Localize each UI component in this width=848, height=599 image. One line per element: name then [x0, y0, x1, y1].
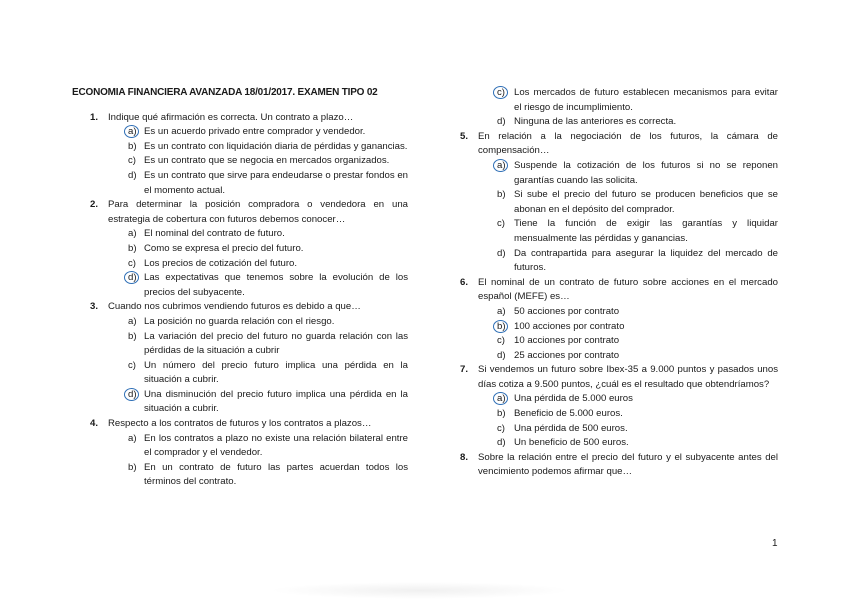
option-text: En un contrato de futuro las partes acuerdan todos los términos del contrato. [144, 461, 408, 488]
question-6 [460, 276, 778, 364]
option-letter: c) [497, 422, 505, 434]
exam-title: ECONOMIA FINANCIERA AVANZADA 18/01/2017. EXAMEN TIPO 02 [72, 87, 378, 98]
option-letter: b) [128, 140, 137, 152]
question-1 [72, 111, 408, 199]
option-4d [460, 115, 778, 130]
option-6c [460, 334, 778, 349]
option-letter: d) [497, 437, 506, 449]
answer-circle-mark [493, 320, 508, 333]
option-letter: b) [128, 461, 137, 473]
option-letter: a) [497, 159, 506, 174]
question-3 [72, 300, 408, 417]
option-letter: d) [497, 247, 506, 259]
option-4b [72, 461, 408, 490]
option-5a [460, 159, 778, 188]
question-text: El nominal de un contrato de futuro sobre acciones en el mercado español (MEFE) es… [478, 276, 778, 303]
question-text: Si vendemos un futuro sobre Ibex-35 a 9.000 puntos y pasados unos días cotiza a 9.500 puntos, ¿cuál es el resultado que obtendríamos? [478, 364, 778, 390]
right-column [460, 86, 778, 480]
option-letter: c) [497, 86, 505, 101]
option-letter: b) [497, 189, 506, 201]
option-6d [460, 349, 778, 364]
option-letter: d) [128, 169, 137, 181]
question-5 [460, 130, 778, 276]
question-text: En relación a la negociación de los futuros, la cámara de compensación… [478, 130, 778, 157]
option-text: Si sube el precio del futuro se producen beneficios que se abonan en el depósito del comprador. [514, 189, 778, 215]
left-column [72, 86, 408, 490]
question-4 [72, 417, 408, 490]
option-1a [72, 125, 408, 140]
option-text: Los mercados de futuro establecen mecanismos para evitar el riesgo de incumplimiento. [514, 87, 778, 113]
option-7a [460, 392, 778, 407]
option-letter: a) [497, 305, 506, 317]
option-letter: c) [497, 218, 505, 230]
bottom-shadow [270, 582, 570, 599]
option-letter: a) [128, 432, 137, 444]
option-text: La variación del precio del futuro no guarda relación con las pérdidas de la situación a cubrir [144, 330, 408, 357]
option-letter: b) [497, 320, 506, 335]
answer-circle-mark [493, 159, 508, 172]
option-2b [72, 242, 408, 257]
option-text: 50 acciones por contrato [514, 305, 620, 317]
option-7d [460, 436, 778, 451]
option-letter: a) [128, 125, 137, 140]
option-5b [460, 188, 778, 217]
question-number: 5. [460, 130, 469, 142]
answer-circle-mark [493, 392, 508, 405]
answer-circle-mark [124, 125, 139, 138]
page-number: 1 [772, 538, 778, 549]
option-7c [460, 422, 778, 437]
option-letter: d) [497, 349, 506, 361]
option-text: Una pérdida de 500 euros. [514, 422, 628, 434]
question-number: 7. [460, 364, 469, 376]
question-number: 2. [90, 199, 99, 211]
answer-circle-mark [124, 271, 139, 284]
option-5c [460, 217, 778, 246]
option-letter: c) [128, 155, 136, 167]
option-text: 10 acciones por contrato [514, 335, 620, 347]
option-text: Tiene la función de exigir las garantías y liquidar mensualmente las pérdidas y ganancias. [514, 218, 778, 244]
option-text: Un beneficio de 500 euros. [514, 437, 629, 449]
option-letter: c) [128, 359, 136, 371]
option-text: El nominal del contrato de futuro. [144, 228, 285, 240]
option-text: En los contratos a plazo no existe una relación bilateral entre el comprador y el vendedor. [144, 432, 408, 459]
option-letter: b) [497, 408, 506, 420]
option-5d [460, 247, 778, 276]
option-2d [72, 271, 408, 300]
answer-circle-mark [124, 388, 139, 401]
option-7b [460, 407, 778, 422]
option-text: La posición no guarda relación con el riesgo. [144, 315, 335, 327]
question-7 [460, 363, 778, 451]
option-6b [460, 320, 778, 335]
option-text: Suspende la cotización de los futuros si no se reponen garantías cuando las solicita. [514, 159, 778, 186]
question-8 [460, 451, 778, 480]
option-3d [72, 388, 408, 417]
option-3a [72, 315, 408, 330]
option-text: Es un acuerdo privado entre comprador y vendedor. [144, 126, 366, 138]
option-letter: a) [128, 228, 137, 240]
question-4-continued [460, 86, 778, 130]
question-number: 3. [90, 301, 99, 313]
option-letter: a) [128, 315, 137, 327]
option-3c [72, 359, 408, 388]
option-text: Es un contrato con liquidación diaria de pérdidas y ganancias. [144, 140, 408, 152]
option-text: 100 acciones por contrato [514, 320, 625, 332]
option-letter: a) [497, 392, 506, 407]
option-text: Da contrapartida para asegurar la liquidez del mercado de futuros. [514, 247, 778, 274]
question-number: 1. [90, 111, 99, 123]
option-6a [460, 305, 778, 320]
option-text: Como se expresa el precio del futuro. [144, 242, 304, 254]
option-1d [72, 169, 408, 198]
option-text: Ninguna de las anteriores es correcta. [514, 116, 677, 128]
option-letter: d) [128, 388, 137, 403]
option-text: 25 acciones por contrato [514, 349, 620, 361]
option-text: Es un contrato que sirve para endeudarse o prestar fondos en el momento actual. [144, 169, 408, 196]
question-number: 8. [460, 451, 469, 463]
option-text: Es un contrato que se negocia en mercados organizados. [144, 155, 390, 167]
option-letter: c) [128, 257, 136, 269]
option-4c [460, 86, 778, 115]
option-3b [72, 330, 408, 359]
option-1c [72, 154, 408, 169]
option-letter: b) [128, 242, 137, 254]
answer-circle-mark [493, 86, 508, 99]
option-text: Los precios de cotización del futuro. [144, 257, 298, 269]
question-text: Para determinar la posición compradora o vendedora en una estrategia de cobertura con futuros debemos conocer… [108, 199, 408, 225]
option-2c [72, 257, 408, 272]
question-text: Indique qué afirmación es correcta. Un contrato a plazo… [108, 111, 354, 123]
option-text: Una pérdida de 5.000 euros [514, 393, 633, 405]
option-text: Las expectativas que tenemos sobre la evolución de los precios del subyacente. [144, 272, 408, 298]
option-letter: c) [497, 335, 505, 347]
option-letter: d) [497, 116, 506, 128]
option-4a [72, 432, 408, 461]
option-letter: d) [128, 271, 137, 286]
question-text: Cuando nos cubrimos vendiendo futuros es debido a que… [108, 301, 361, 313]
option-text: Beneficio de 5.000 euros. [514, 408, 623, 420]
option-1b [72, 140, 408, 155]
question-number: 4. [90, 418, 99, 430]
question-number: 6. [460, 276, 469, 288]
option-text: Una disminución del precio futuro implica una pérdida en la situación a cubrir. [144, 388, 408, 415]
option-text: Un número del precio futuro implica una pérdida en la situación a cubrir. [144, 359, 408, 386]
question-text: Sobre la relación entre el precio del futuro y el subyacente antes del vencimiento podemos afirmar que… [478, 451, 778, 478]
option-letter: b) [128, 330, 137, 342]
question-2 [72, 198, 408, 300]
option-2a [72, 227, 408, 242]
question-text: Respecto a los contratos de futuros y los contratos a plazos… [108, 418, 372, 430]
